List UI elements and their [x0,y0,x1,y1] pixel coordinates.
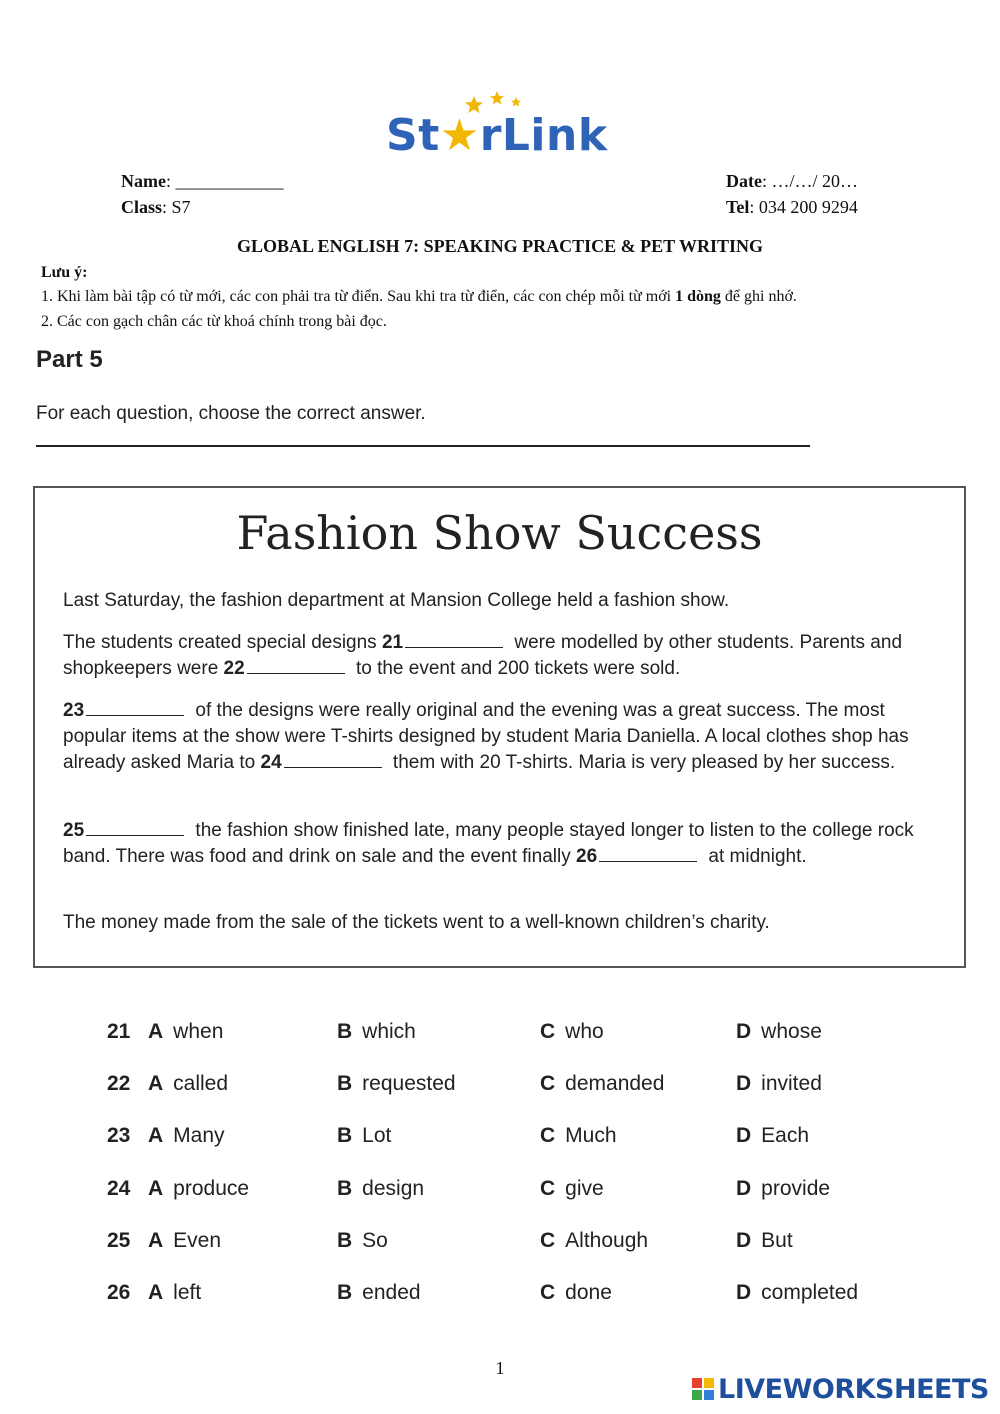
option-letter: C [540,1229,556,1252]
option-text: who [565,1020,604,1043]
option-text: Each [761,1124,810,1147]
tel-label: Tel [726,197,750,217]
option-24-a[interactable] [148,1177,249,1201]
option-22-a[interactable] [148,1072,228,1096]
p3-text-b: them with 20 T-shirts. Maria is very pleased by her success. [387,752,896,773]
paragraph-1: Last Saturday, the fashion department at Mansion College held a fashion show. [63,590,730,611]
liveworksheets-text: LIVEWORKSHEETS [718,1374,989,1405]
answer-blank-26[interactable] [599,847,697,862]
name-label: Name [121,171,166,191]
option-25-b[interactable] [337,1229,388,1253]
note-line-1 [41,288,797,306]
date-field [726,171,858,192]
answer-blank-24[interactable] [284,753,382,768]
article-box [33,486,966,968]
question-number-26: 26 [576,846,598,867]
option-letter: D [736,1177,752,1200]
option-25-c[interactable] [540,1229,648,1253]
part-title: Part 5 [36,346,103,373]
liveworksheets-icon [692,1378,714,1400]
option-24-b[interactable] [337,1177,424,1201]
option-letter: D [736,1020,752,1043]
option-23-b[interactable] [337,1124,391,1148]
paragraph-2 [63,630,923,682]
option-letter: A [148,1177,164,1200]
option-24-d[interactable] [736,1177,830,1201]
option-letter: B [337,1020,353,1043]
option-21-a[interactable] [148,1020,223,1044]
option-22-b[interactable] [337,1072,456,1096]
option-text: called [173,1072,229,1095]
option-text: ended [362,1281,421,1304]
option-text: demanded [565,1072,665,1095]
date-label: Date [726,171,762,191]
option-text: left [173,1281,202,1304]
option-letter: B [337,1177,353,1200]
option-letter: A [148,1020,164,1043]
option-text: requested [362,1072,456,1095]
tel-value: : 034 200 9294 [749,197,858,217]
option-26-c[interactable] [540,1281,612,1305]
answer-blank-21[interactable] [405,633,503,648]
p2-text-b: were modelled by other students. Parents and shopkeepers were [63,632,903,679]
option-text: invited [761,1072,822,1095]
p4-text-a: the fashion show finished late, many people stayed longer to listen to the college rock band. There was food and drink on sale and the event finally [63,820,914,867]
option-text: Lot [362,1124,392,1147]
instruction: For each question, choose the correct answer. [36,403,426,424]
option-23-a[interactable] [148,1124,225,1148]
option-letter: C [540,1177,556,1200]
class-value: : S7 [162,197,191,217]
article-title: Fashion Show Success [236,506,763,560]
option-row-21 [0,1020,1000,1050]
answer-blank-25[interactable] [86,821,184,836]
option-row-26 [0,1281,1000,1311]
question-number-22: 22 [223,658,245,679]
worksheet-title: GLOBAL ENGLISH 7: SPEAKING PRACTICE & PET WRITING [237,236,763,256]
option-text: Much [565,1124,617,1147]
logo-text-end: rLink [479,110,608,161]
option-question-number: 25 [107,1229,131,1252]
option-21-c[interactable] [540,1020,604,1044]
option-letter: A [148,1281,164,1304]
class-label: Class [121,197,163,217]
p2-text-c: to the event and 200 tickets were sold. [350,658,681,679]
answer-blank-22[interactable] [247,659,345,674]
paragraph-4 [63,818,923,870]
option-row-23 [0,1124,1000,1154]
p2-text-a: The students created special designs [63,632,382,653]
option-26-b[interactable] [337,1281,421,1305]
option-22-c[interactable] [540,1072,664,1096]
option-text: Even [173,1229,222,1252]
option-row-24 [0,1177,1000,1207]
option-letter: D [736,1229,752,1252]
option-letter: A [148,1072,164,1095]
option-21-b[interactable] [337,1020,416,1044]
divider [36,445,810,447]
option-letter: B [337,1229,353,1252]
option-24-c[interactable] [540,1177,604,1201]
option-letter: D [736,1281,752,1304]
logo-text-start: St [386,110,440,161]
question-number-25: 25 [63,820,85,841]
option-letter: D [736,1124,752,1147]
option-letter: C [540,1020,556,1043]
question-number-21: 21 [381,632,404,653]
option-text: provide [761,1177,831,1200]
option-letter: D [736,1072,752,1095]
option-question-number: 22 [107,1072,131,1095]
option-22-d[interactable] [736,1072,822,1096]
option-text: completed [761,1281,859,1304]
p4-text-b: at midnight. [703,846,807,867]
name-value: : ____________ [165,171,284,191]
name-field [121,171,284,192]
p3-text-a: of the designs were really original and the evening was a great success. The most popular items at the show were T-shirts designed by student Maria Daniella. A local clothes shop has already asked Maria to [63,700,909,773]
option-26-a[interactable] [148,1281,201,1305]
note-line-1-start: 1. Khi làm bài tập có từ mới, các con phải tra từ điển. Sau khi tra từ điển, các con chép mỗi từ mới [41,288,676,305]
starlink-logo [386,90,616,162]
option-text: Many [173,1124,225,1147]
option-question-number: 23 [107,1124,131,1147]
class-field [121,197,191,218]
option-25-a[interactable] [148,1229,221,1253]
star-icon: ★ [439,110,480,161]
option-text: So [362,1229,388,1252]
option-row-22 [0,1072,1000,1102]
option-text: whose [761,1020,822,1043]
answer-blank-23[interactable] [86,701,184,716]
option-letter: C [540,1072,556,1095]
option-question-number: 26 [107,1281,131,1304]
option-text: design [362,1177,425,1200]
option-letter: B [337,1281,353,1304]
option-row-25 [0,1229,1000,1259]
option-text: give [565,1177,604,1200]
option-letter: B [337,1072,353,1095]
option-21-d[interactable] [736,1020,822,1044]
option-question-number: 24 [107,1177,131,1200]
page-number: 1 [495,1358,505,1378]
option-letter: B [337,1124,353,1147]
option-text: produce [173,1177,250,1200]
option-text: But [761,1229,793,1252]
option-letter: A [148,1124,164,1147]
option-text: Although [565,1229,649,1252]
date-value: : …/…/ 20… [761,171,858,191]
note-label: Lưu ý: [41,264,88,281]
paragraph-3 [63,698,923,776]
option-letter: C [540,1281,556,1304]
option-letter: C [540,1124,556,1147]
question-number-23: 23 [63,700,85,721]
note-line-1-bold: 1 dòng [675,288,721,305]
option-23-c[interactable] [540,1124,617,1148]
note-line-2: 2. Các con gạch chân các từ khoá chính trong bài đọc. [41,313,387,330]
option-text: which [362,1020,416,1043]
option-text: when [173,1020,224,1043]
option-26-d[interactable] [736,1281,858,1305]
option-text: done [565,1281,612,1304]
paragraph-5: The money made from the sale of the tickets went to a well-known children’s charity. [63,912,770,933]
note-line-1-end: để ghi nhớ. [720,288,797,305]
question-number-24: 24 [260,752,282,773]
tel-field [726,197,858,218]
option-letter: A [148,1229,164,1252]
option-25-d[interactable] [736,1229,793,1253]
option-23-d[interactable] [736,1124,809,1148]
option-question-number: 21 [107,1020,131,1043]
